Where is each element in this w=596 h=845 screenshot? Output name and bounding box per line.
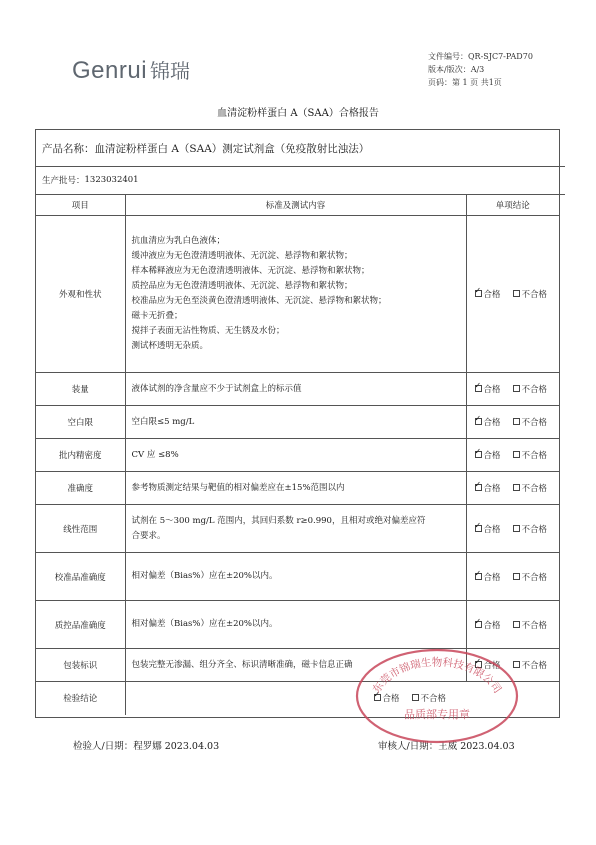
row-result xyxy=(466,649,559,682)
content-line: CV 应 ≤8% xyxy=(131,449,179,460)
fail-label: 不合格 xyxy=(521,620,548,631)
row-item: 外观和性状 xyxy=(36,216,125,373)
row-fail-option[interactable] xyxy=(513,523,548,535)
content-line: 合要求。 xyxy=(131,530,166,541)
table-row xyxy=(36,553,559,601)
row-pass-option[interactable] xyxy=(475,383,501,395)
content-line: 参考物质测定结果与靶值的相对偏差应在±15%范围以内 xyxy=(131,482,345,493)
conclusion-item: 检验结论 xyxy=(36,682,125,715)
row-content xyxy=(125,216,466,373)
content-line: 相对偏差（Bias%）应在±20%以内。 xyxy=(131,571,278,581)
fail-label: 不合格 xyxy=(521,451,548,461)
row-fail-option[interactable] xyxy=(513,449,548,461)
content-line: 测试杯透明无杂质。 xyxy=(131,341,209,351)
logo-chinese: 锦瑞 xyxy=(150,59,191,83)
fail-label: 不合格 xyxy=(521,385,548,395)
row-pass-checkbox[interactable] xyxy=(475,525,482,532)
pass-label: 合格 xyxy=(382,694,400,705)
conclusion-row xyxy=(36,682,559,715)
inspector-signature: 检验人/日期：程罗娜 2023.04.03 xyxy=(73,741,220,752)
row-fail-checkbox[interactable] xyxy=(513,290,520,297)
fail-label: 不合格 xyxy=(521,572,548,583)
header-result: 单项结论 xyxy=(466,195,559,216)
row-result xyxy=(466,406,559,439)
batch-label: 生产批号： xyxy=(42,176,85,186)
row-result xyxy=(466,472,559,505)
row-result xyxy=(466,601,559,649)
row-fail-option[interactable] xyxy=(513,416,548,428)
content-line: 液体试剂的净含量应不少于试剂盒上的标示值 xyxy=(131,383,302,394)
fail-label: 不合格 xyxy=(521,290,548,300)
table-row xyxy=(36,373,559,406)
row-content xyxy=(125,439,466,472)
row-result xyxy=(466,505,559,553)
row-fail-checkbox[interactable] xyxy=(513,451,520,458)
row-item: 装量 xyxy=(36,373,125,406)
table-header-row xyxy=(36,195,559,216)
pass-label: 合格 xyxy=(483,451,501,461)
document-info xyxy=(428,50,533,89)
row-pass-option[interactable] xyxy=(475,288,501,300)
reviewer-signature: 审核人/日期：王威 2023.04.03 xyxy=(378,741,515,752)
conclusion-result xyxy=(125,682,559,715)
row-pass-option[interactable] xyxy=(475,659,501,671)
row-item: 空白限 xyxy=(36,406,125,439)
row-content xyxy=(125,601,466,649)
doc-page: 页码：第 1 页 共1页 xyxy=(428,78,502,87)
row-pass-checkbox[interactable] xyxy=(475,484,482,491)
row-pass-checkbox[interactable] xyxy=(475,661,482,668)
conclusion-pass-option[interactable] xyxy=(374,692,400,704)
stamp-company-text: 东莞市锦瑞生物科技有限公司 xyxy=(370,656,504,696)
table-row xyxy=(36,439,559,472)
row-content xyxy=(125,553,466,601)
row-result xyxy=(466,216,559,373)
row-fail-option[interactable] xyxy=(513,659,548,671)
product-label: 产品名称： xyxy=(42,142,95,155)
row-pass-checkbox[interactable] xyxy=(475,418,482,425)
table-body xyxy=(36,216,559,715)
content-line: 样本稀释液应为无色澄清透明液体、无沉淀、悬浮物和絮状物； xyxy=(131,266,370,276)
row-fail-option[interactable] xyxy=(513,571,548,583)
fail-label: 不合格 xyxy=(420,694,447,705)
row-item: 批内精密度 xyxy=(36,439,125,472)
row-pass-checkbox[interactable] xyxy=(475,451,482,458)
content-line: 缓冲液应为无色澄清透明液体、无沉淀、悬浮物和絮状物； xyxy=(131,251,353,261)
row-item: 校准品准确度 xyxy=(36,553,125,601)
company-logo xyxy=(72,55,190,85)
batch-row xyxy=(36,166,565,195)
content-line: 空白限≤5 mg/L xyxy=(131,416,195,427)
header-content: 标准及测试内容 xyxy=(125,195,466,216)
row-pass-option[interactable] xyxy=(475,416,501,428)
pass-label: 合格 xyxy=(483,484,501,494)
product-row xyxy=(36,130,565,167)
pass-label: 合格 xyxy=(483,572,501,583)
row-fail-checkbox[interactable] xyxy=(513,661,520,668)
doc-version: 版本/版次：A/3 xyxy=(428,65,485,74)
row-content xyxy=(125,472,466,505)
content-line: 质控品应为无色澄清透明液体、无沉淀、悬浮物和絮状物； xyxy=(131,281,353,291)
logo-latin: Genrui xyxy=(72,57,148,84)
report-title: 血清淀粉样蛋白 A（SAA）合格报告 xyxy=(217,108,379,119)
row-content xyxy=(125,649,466,682)
conclusion-fail-option[interactable] xyxy=(412,692,447,704)
row-fail-checkbox[interactable] xyxy=(513,418,520,425)
row-pass-checkbox[interactable] xyxy=(475,621,482,628)
row-fail-option[interactable] xyxy=(513,288,548,300)
row-content xyxy=(125,406,466,439)
fail-label: 不合格 xyxy=(521,418,548,428)
row-fail-checkbox[interactable] xyxy=(513,573,520,580)
conclusion-fail-checkbox[interactable] xyxy=(412,694,419,701)
row-fail-checkbox[interactable] xyxy=(513,525,520,532)
row-pass-checkbox[interactable] xyxy=(475,385,482,392)
pass-label: 合格 xyxy=(483,524,501,535)
row-fail-option[interactable] xyxy=(513,619,548,631)
conclusion-pass-checkbox[interactable] xyxy=(374,694,381,701)
row-result xyxy=(466,439,559,472)
row-fail-checkbox[interactable] xyxy=(513,385,520,392)
row-result xyxy=(466,553,559,601)
pass-label: 合格 xyxy=(483,385,501,395)
row-fail-checkbox[interactable] xyxy=(513,484,520,491)
table-row xyxy=(36,601,559,649)
row-fail-option[interactable] xyxy=(513,383,548,395)
row-pass-option[interactable] xyxy=(475,482,501,494)
row-item: 质控品准确度 xyxy=(36,601,125,649)
pass-label: 合格 xyxy=(483,290,501,300)
row-pass-option[interactable] xyxy=(475,571,501,583)
table-row xyxy=(36,472,559,505)
content-line: 搅拌子表面无沾性物质、无生锈及水份； xyxy=(131,326,285,336)
pass-label: 合格 xyxy=(483,661,501,671)
row-pass-checkbox[interactable] xyxy=(475,573,482,580)
row-content xyxy=(125,373,466,406)
table-row xyxy=(36,406,559,439)
fail-label: 不合格 xyxy=(521,661,548,671)
stamp-department-text: 品质部专用章 xyxy=(404,708,470,721)
content-line: 抗血清应为乳白色液体； xyxy=(131,236,226,246)
row-item: 包装标识 xyxy=(36,649,125,682)
pass-label: 合格 xyxy=(483,418,501,428)
row-pass-checkbox[interactable] xyxy=(475,290,482,297)
content-line: 校准品应为无色至淡黄色澄清透明液体、无沉淀、悬浮物和絮状物； xyxy=(131,296,387,306)
fail-label: 不合格 xyxy=(521,484,548,494)
row-result xyxy=(466,373,559,406)
product-name: 血清淀粉样蛋白 A（SAA）测定试剂盒（免疫散射比浊法） xyxy=(94,142,370,155)
row-item: 准确度 xyxy=(36,472,125,505)
row-pass-option[interactable] xyxy=(475,619,501,631)
row-content xyxy=(125,505,466,553)
row-pass-option[interactable] xyxy=(475,523,501,535)
row-pass-option[interactable] xyxy=(475,449,501,461)
report-sheet xyxy=(35,129,560,718)
content-line: 相对偏差（Bias%）应在±20%以内。 xyxy=(131,619,278,629)
content-line: 磁卡无折叠； xyxy=(131,311,183,321)
row-fail-checkbox[interactable] xyxy=(513,621,520,628)
pass-label: 合格 xyxy=(483,620,501,631)
table-row xyxy=(36,505,559,553)
row-item: 线性范围 xyxy=(36,505,125,553)
table-row xyxy=(36,649,559,682)
content-line: 试剂在 5～300 mg/L 范围内，其回归系数 r≥0.990，且相对或绝对偏差应符 xyxy=(131,515,426,526)
row-fail-option[interactable] xyxy=(513,482,548,494)
header-item: 项目 xyxy=(36,195,125,216)
test-table xyxy=(36,194,559,715)
batch-number: 1323032401 xyxy=(84,175,139,185)
table-row xyxy=(36,216,559,373)
doc-number: 文件编号：QR-SJC7-PAD70 xyxy=(428,52,533,61)
fail-label: 不合格 xyxy=(521,524,548,535)
content-line: 包装完整无渗漏、组分齐全、标识清晰准确，磁卡信息正确 xyxy=(131,659,353,670)
